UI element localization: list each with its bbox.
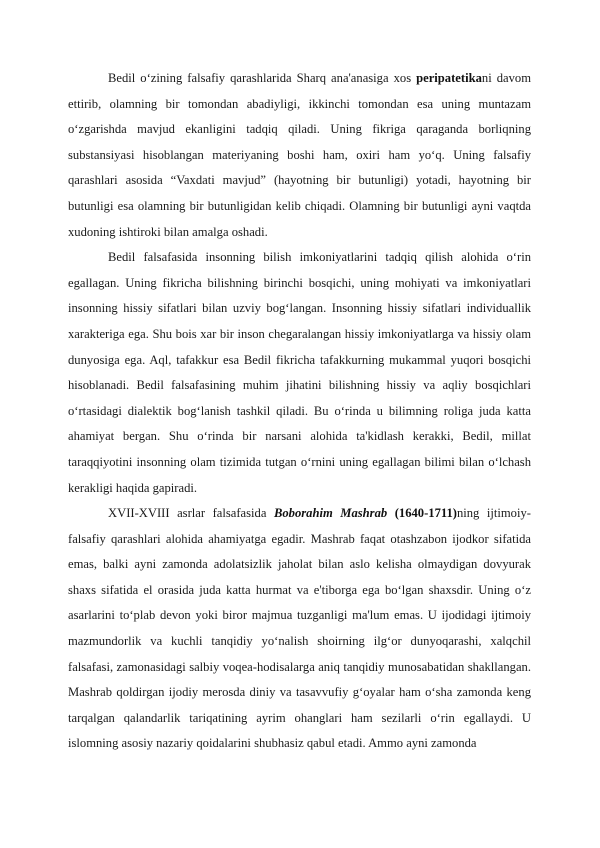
text-run: ning ijtimoiy-falsafiy qarashlari alohida ahamiyatga egadir. Mashrab faqat otashzabon ijodkor sifatida emas, balki ayni zamonda adolatsizlik jaholat bilan aslo kelisha olmaydigan dovyurak shaxs sifatida el orasida juda katta hurmat va e'tiborga ega bo‘lgan shaxsdir. Uning o‘z asarlarini to‘plab devon yoki biror majmua tuzganligi ma'lum emas. U ijodidagi ijtimoiy mazmundorlik va kuchli tanqidiy yo‘nalish shoirning ilg‘or dunyoqarashi, xalqchil falsafasi, zamonasidagi salbiy voqea-hodisalarga aniq tanqidiy munosabatidan shakllangan. Mashrab qoldirgan ijodiy merosda diniy va tasavvufiy g‘oyalar ham o‘sha zamonda keng tarqalgan qalandarlik tariqatining ayrim ohanglari ham sezilarli o‘rin egallaydi. U islomning asosiy nazariy qoidalarini shubhasiz qabul etadi. Ammo ayni zamonda	[68, 506, 531, 751]
emphasis-name-mashrab	[274, 506, 387, 520]
paragraph-bedil-philosophy	[68, 66, 531, 245]
emphasis-name-mashrab-italic: Boborahim Mashrab	[273, 506, 388, 521]
text-run: Bedil falsafasida insonning bilish imkoniyatlarini tadqiq qilish alohida o‘rin egallagan. Uning fikricha bilishning birinchi bosqichi, uning mohiyati va imkoniyatlari insonning hissiy sifatlari bilan uzviy bog‘langan. Insonning hissiy sifatlari individuallik xarakteriga ega. Shu bois xar bir inson chegaralangan hissiy imkoniyatlarga va hissiy olam dunyosiga ega. Aql, tafakkur esa Bedil fikricha tafakkurning mukammal yuqori bosqichi hisoblanadi. Bedil falsafasining muhim jihatini bilishning hissiy va aqliy bosqichlari o‘rtasidagi dialektik bog‘lanish tashkil qiladi. Bu o‘rinda u bilimning roliga juda katta ahamiyat bergan. Shu o‘rinda bir narsani alohida ta'kidlash kerakki, Bedil, millat taraqqiyotini insonning olam tizimida tutgan o‘rnini uning egallagan bilimi bilan o‘lchash kerakligi haqida gapiradi.	[68, 250, 531, 495]
text-run	[387, 506, 395, 520]
text-run: ni davom ettirib, olamning bir tomondan abadiyligi, ikkinchi tomondan esa uning muntazam o‘zgarishda mavjud ekanligini tadqiq qiladi. Uning fikriga qaraganda borliqning substansiyasi hisoblangan materiyaning boshi ham, oxiri ham yo‘q. Uning falsafiy qarashlari asosida “Vaxdati mavjud” (hayotning bir butunligi) yotadi, hayotning bir butunligi esa olamning bir butunligidan kelib chiqadi. Olamning bir butunligi ayni vaqtda xudoning ishtiroki bilan amalga oshadi.	[68, 71, 531, 239]
document-body	[68, 66, 531, 757]
text-run: Bedil o‘zining falsafiy qarashlarida Sharq ana'anasiga xos	[108, 71, 417, 85]
emphasis-years: (1640-1711)	[394, 506, 457, 521]
emphasis-term-peripatetika: peripatetika	[416, 71, 482, 85]
text-run: XVII-XVIII asrlar falsafasida	[108, 506, 274, 521]
paragraph-bedil-cognition	[68, 245, 531, 501]
paragraph-mashrab	[68, 501, 531, 757]
